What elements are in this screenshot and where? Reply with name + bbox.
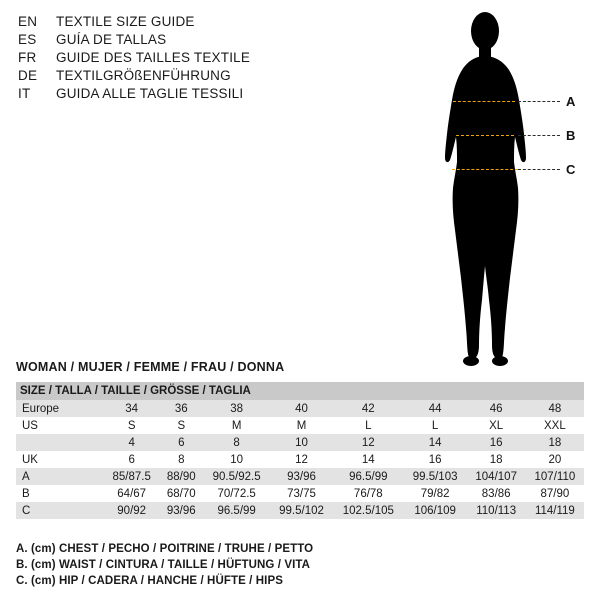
table-row: [16, 468, 584, 485]
legend-item-chest: A. (cm) CHEST / PECHO / POITRINE / TRUHE / PETTO: [16, 543, 314, 555]
table-cell: 12: [333, 434, 404, 451]
table-row: [16, 451, 584, 468]
table-cell: 10: [270, 434, 333, 451]
waist-leader-line: [518, 135, 560, 136]
table-cell: S: [159, 417, 203, 434]
language-row-it: [18, 86, 338, 104]
table-cell: M: [270, 417, 333, 434]
table-cell: 14: [333, 451, 404, 468]
table-cell: L: [404, 417, 467, 434]
table-cell: 36: [159, 400, 203, 417]
table-cell: 110/113: [467, 502, 526, 519]
table-cell: 6: [104, 451, 159, 468]
language-code: ES: [18, 32, 37, 47]
language-code: IT: [18, 86, 31, 101]
table-cell: 16: [404, 451, 467, 468]
language-list: [18, 14, 338, 104]
language-text: GUIDA ALLE TAGLIE TESSILI: [56, 86, 244, 101]
language-text: TEXTILGRÖßENFÜHRUNG: [56, 68, 231, 83]
language-row-fr: [18, 50, 338, 68]
table-cell: 68/70: [159, 485, 203, 502]
language-text: GUIDE DES TAILLES TEXTILE: [56, 50, 251, 65]
table-cell: 46: [467, 400, 526, 417]
table-cell: 93/96: [159, 502, 203, 519]
language-code: FR: [18, 50, 37, 65]
table-cell: 99.5/103: [404, 468, 467, 485]
table-cell: 87/90: [526, 485, 584, 502]
table-header-cell: SIZE / TALLA / TAILLE / GRÖSSE / TAGLIA: [16, 382, 584, 400]
table-cell: 8: [203, 434, 270, 451]
waist-measure-line: [456, 135, 514, 136]
table-cell: 20: [526, 451, 584, 468]
table-cell: 12: [270, 451, 333, 468]
row-label: C: [16, 502, 104, 519]
table-cell: 40: [270, 400, 333, 417]
table-cell: 38: [203, 400, 270, 417]
row-label: A: [16, 468, 104, 485]
table-header-row: [16, 382, 584, 400]
table-cell: 44: [404, 400, 467, 417]
table-cell: 114/119: [526, 502, 584, 519]
table-row: [16, 434, 584, 451]
hip-leader-line: [518, 169, 560, 170]
table-cell: XXL: [526, 417, 584, 434]
table-cell: 96.5/99: [203, 502, 270, 519]
language-code: DE: [18, 68, 38, 83]
waist-label-b: B: [566, 128, 576, 143]
table-cell: 85/87.5: [104, 468, 159, 485]
table-cell: 102.5/105: [333, 502, 404, 519]
table-cell: 88/90: [159, 468, 203, 485]
language-text: TEXTILE SIZE GUIDE: [56, 14, 195, 29]
language-code: EN: [18, 14, 38, 29]
table-cell: 73/75: [270, 485, 333, 502]
table-cell: 106/109: [404, 502, 467, 519]
table-cell: 4: [104, 434, 159, 451]
chest-leader-line: [518, 101, 560, 102]
table-cell: 90.5/92.5: [203, 468, 270, 485]
table-cell: 83/86: [467, 485, 526, 502]
row-label: UK: [16, 451, 104, 468]
table-cell: 42: [333, 400, 404, 417]
section-title: WOMAN / MUJER / FEMME / FRAU / DONNA: [16, 360, 285, 374]
table-cell: 64/67: [104, 485, 159, 502]
figure-diagram: [400, 6, 600, 376]
table-row: [16, 417, 584, 434]
language-row-de: [18, 68, 338, 86]
table-row: [16, 400, 584, 417]
row-label: B: [16, 485, 104, 502]
table-row: [16, 485, 584, 502]
table-cell: L: [333, 417, 404, 434]
chest-label-a: A: [566, 94, 576, 109]
measurement-legend: [16, 541, 313, 589]
hip-label-c: C: [566, 162, 576, 177]
female-silhouette-icon: [400, 6, 600, 376]
row-label: US: [16, 417, 104, 434]
table-cell: S: [104, 417, 159, 434]
table-cell: 34: [104, 400, 159, 417]
table-cell: 90/92: [104, 502, 159, 519]
hip-measure-line: [452, 169, 518, 170]
table-cell: 104/107: [467, 468, 526, 485]
table-cell: 76/78: [333, 485, 404, 502]
table-cell: M: [203, 417, 270, 434]
table-cell: XL: [467, 417, 526, 434]
table-cell: 96.5/99: [333, 468, 404, 485]
legend-item-waist: B. (cm) WAIST / CINTURA / TAILLE / HÜFTUNG / VITA: [16, 559, 311, 571]
language-row-es: [18, 32, 338, 50]
language-text: GUÍA DE TALLAS: [56, 32, 167, 47]
language-row-en: [18, 14, 338, 32]
table-cell: 18: [526, 434, 584, 451]
table-cell: 6: [159, 434, 203, 451]
size-table: [16, 382, 584, 519]
table-cell: 8: [159, 451, 203, 468]
table-row: [16, 502, 584, 519]
chest-measure-line: [453, 101, 515, 102]
table-cell: 18: [467, 451, 526, 468]
row-label: Europe: [16, 400, 104, 417]
table-cell: 16: [467, 434, 526, 451]
table-cell: 70/72.5: [203, 485, 270, 502]
table-cell: 10: [203, 451, 270, 468]
table-cell: 93/96: [270, 468, 333, 485]
table-cell: 107/110: [526, 468, 584, 485]
table-cell: 99.5/102: [270, 502, 333, 519]
legend-item-hip: C. (cm) HIP / CADERA / HANCHE / HÜFTE / HIPS: [16, 575, 284, 587]
table-cell: 48: [526, 400, 584, 417]
table-cell: 79/82: [404, 485, 467, 502]
table-cell: 14: [404, 434, 467, 451]
row-label: [16, 434, 104, 451]
